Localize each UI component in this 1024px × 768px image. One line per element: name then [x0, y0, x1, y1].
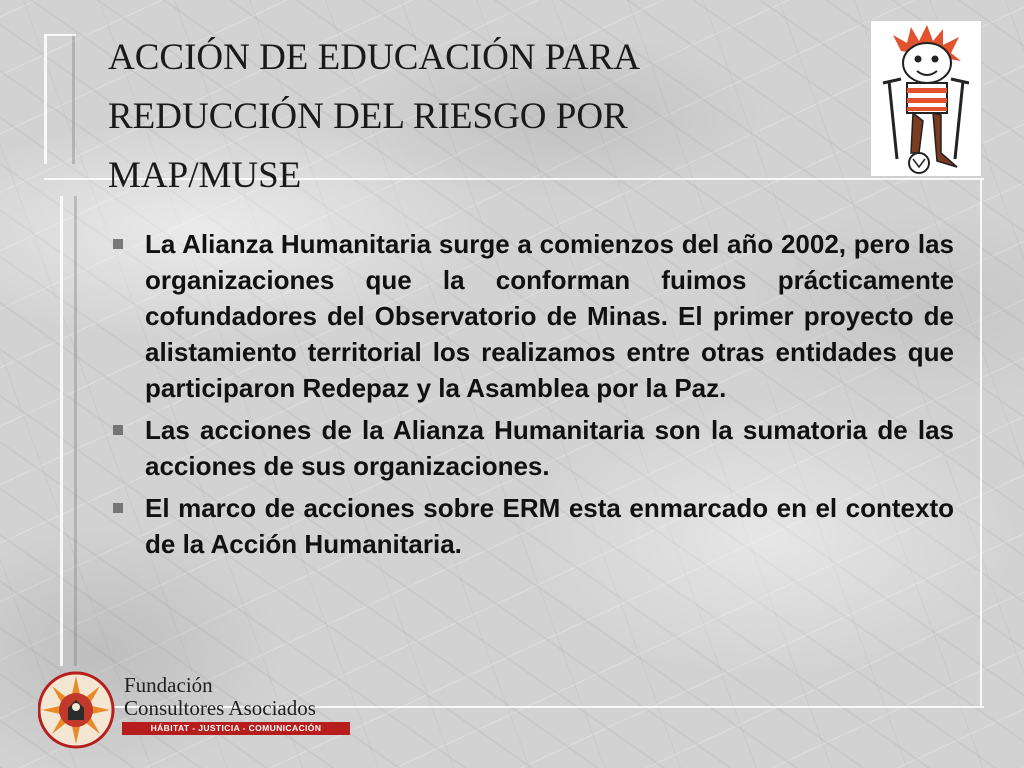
foundation-logo [38, 664, 368, 756]
frame-vertical-inner [60, 196, 63, 666]
mascot-image [870, 20, 982, 177]
bullet-square-icon [113, 503, 123, 513]
bullet-text-1: La Alianza Humanitaria surge a comienzos del año 2002, pero las organizaciones que la conforman fuimos prácticamente cofundadores del Observatorio de Minas. El primer proyecto de alistamiento territorial los realizamos entre otras entidades que participaron Redepaz y la Asamblea por la Paz. [145, 229, 954, 403]
title-line-1: ACCIÓN DE EDUCACIÓN PARA [108, 37, 641, 78]
child-on-crutches-with-ball-icon [871, 21, 981, 176]
frame-vertical-inner-shadow [74, 196, 77, 666]
slide-title [108, 28, 808, 205]
title-line-3: MAP/MUSE [108, 155, 302, 196]
bullet-text-2: Las acciones de la Alianza Humanitaria son la sumatoria de las acciones de sus organizaciones. [145, 415, 954, 481]
bullet-item-1 [110, 226, 954, 406]
frame-vertical-left [44, 34, 47, 164]
bullet-text-3: El marco de acciones sobre ERM esta enmarcado en el contexto de la Acción Humanitaria. [145, 493, 954, 559]
sun-emblem-icon [38, 664, 118, 756]
logo-tagline: HÁBITAT - JUSTICIA - COMUNICACIÓN [122, 722, 350, 735]
frame-vertical-left-shadow [72, 34, 75, 164]
bullet-square-icon [113, 239, 123, 249]
frame-horizontal-top [44, 34, 76, 36]
logo-name-line-2: Consultores Asociados [124, 696, 316, 720]
bullet-item-3 [110, 490, 954, 562]
bullet-list [110, 226, 954, 568]
frame-vertical-right [980, 178, 982, 708]
bullet-square-icon [113, 425, 123, 435]
bullet-item-2 [110, 412, 954, 484]
logo-name-line-1: Fundación [124, 673, 213, 697]
title-line-2: REDUCCIÓN DEL RIESGO POR [108, 96, 628, 137]
